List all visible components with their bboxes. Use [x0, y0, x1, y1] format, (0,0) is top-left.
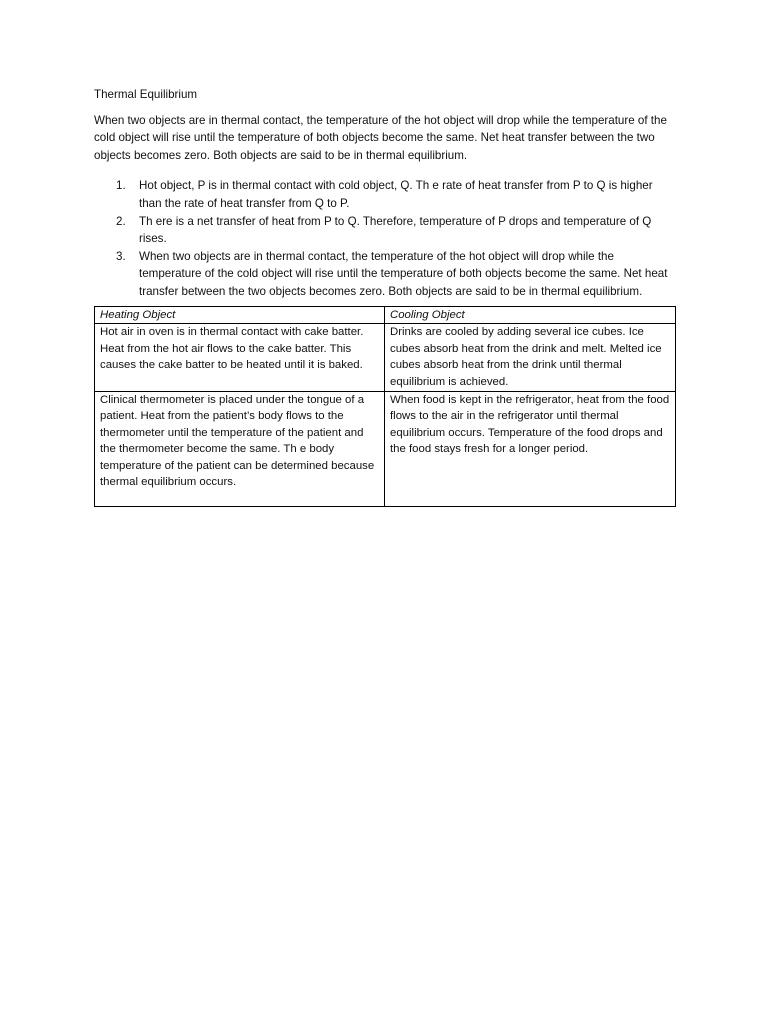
list-item-number: 1.: [116, 179, 126, 193]
table-header-row: [95, 306, 676, 324]
table-cell: Clinical thermometer is placed under the tongue of a patient. Heat from the patient’s body flows to the thermometer until the temperature of the patient and the thermometer become the same. Th e body temperature of the patient can be determined because thermal equilibrium occurs.: [95, 391, 385, 506]
list-item-text: When two objects are in thermal contact, the temperature of the hot object will drop while the temperature of the cold object will rise until the temperature of both objects become the same. Net heat transfer between the two objects becomes zero. Both objects are said to be in thermal equilibrium.: [139, 249, 668, 298]
list-item-number: 3.: [116, 249, 126, 263]
page-title: Thermal Equilibrium: [94, 88, 198, 101]
table-cell: Hot air in oven is in thermal contact with cake batter. Heat from the hot air flows to the cake batter. This causes the cake batter to be heated until it is baked.: [95, 324, 385, 391]
list-item-text: Th ere is a net transfer of heat from P to Q. Therefore, temperature of P drops and temperature of Q rises.: [139, 214, 652, 246]
table-cell: When food is kept in the refrigerator, heat from the food flows to the air in the refrigerator until thermal equilibrium occurs. Temperature of the food drops and the food stays fresh for a longer period.: [385, 391, 676, 506]
intro-paragraph: When two objects are in thermal contact, the temperature of the hot object will drop while the temperature of the cold object will rise until the temperature of both objects become the same. Net heat transfer between the two objects becomes zero. Both objects are said to be in thermal equilibrium.: [94, 113, 667, 162]
numbered-list: [94, 177, 676, 300]
table-row: [95, 324, 676, 391]
heating-cooling-table: [94, 306, 676, 507]
list-item: [94, 213, 676, 248]
document-page: [94, 86, 676, 507]
list-item-number: 2.: [116, 214, 126, 228]
table-cell: Drinks are cooled by adding several ice cubes. Ice cubes absorb heat from the drink and melt. Melted ice cubes absorb heat from the drink until thermal equilibrium is achieved.: [385, 324, 676, 391]
list-item: [94, 177, 676, 212]
list-item-text: Hot object, P is in thermal contact with cold object, Q. Th e rate of heat transfer from P to Q is higher than the rate of heat transfer from Q to P.: [139, 179, 653, 210]
table-row: [95, 391, 676, 506]
list-item: [94, 248, 676, 301]
cooling-object-header: Cooling Object: [385, 306, 676, 324]
heating-object-header: Heating Object: [95, 306, 385, 324]
